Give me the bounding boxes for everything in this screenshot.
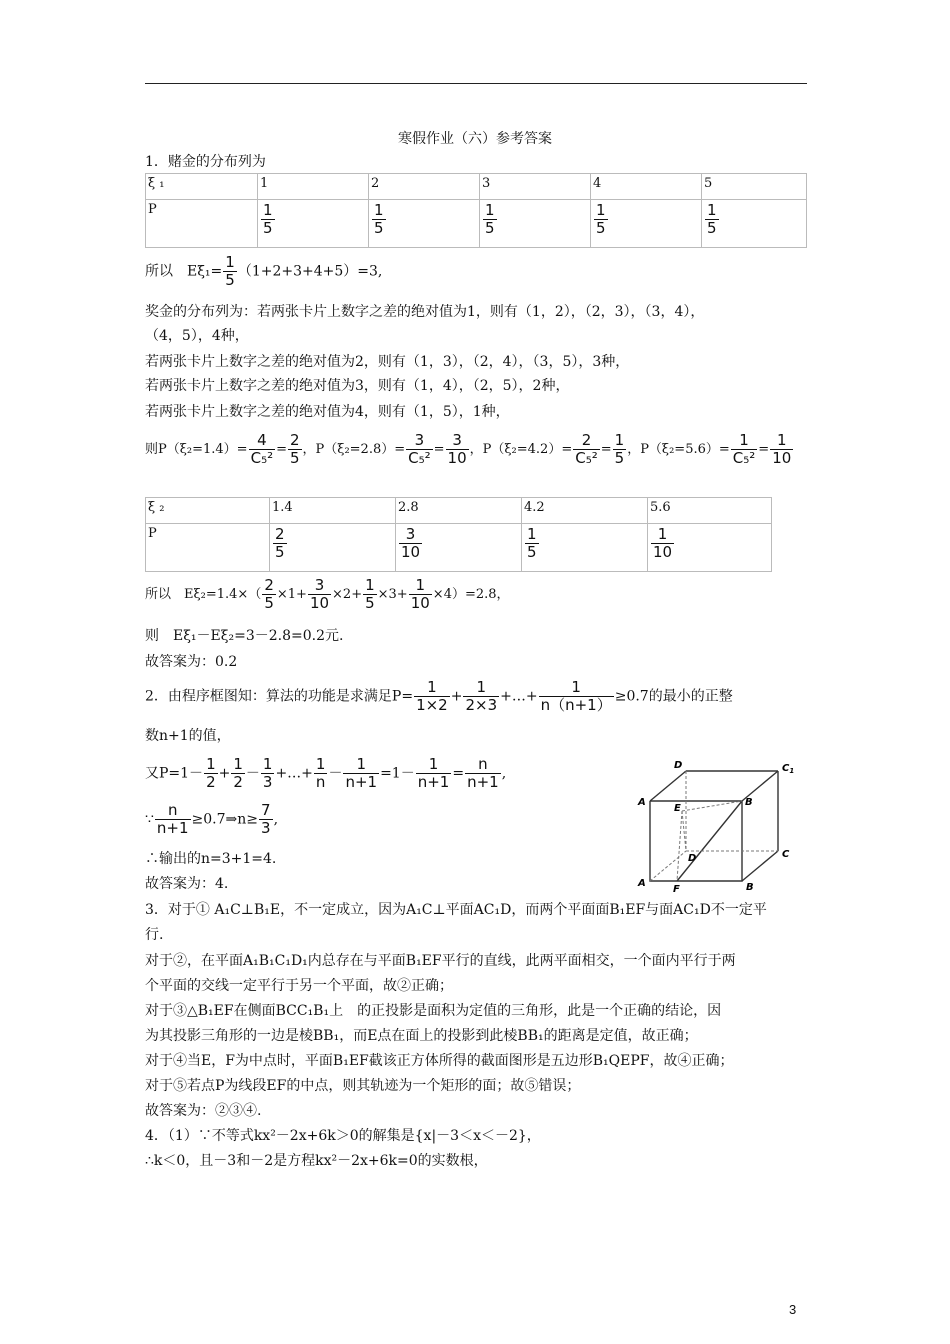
label-A1: A bbox=[638, 797, 646, 808]
q3-line-5: 对于③△B₁EF在侧面BCC₁B₁上 的正投影是面积为定值的三角形，此是一个正确的结论，因 bbox=[145, 1003, 722, 1019]
q1-text-5: 若两张卡片上数字之差的绝对值为4，则有（1，5），1种， bbox=[145, 404, 510, 420]
table1-prob-2: $\frac{1}{5}$ bbox=[374, 201, 384, 237]
q2-line-3: 又P=1－ $\frac{1}{2}$ + $\frac{1}{2}$ － $\frac{1}{3}$ +…+ $\frac{1}{n}$ － $\frac{1}{n+1}$ =1－ $\frac{1}{n+1}$ = $\frac{n}{n+1}$ , bbox=[145, 755, 507, 791]
table2-header-3: 4.2 bbox=[522, 498, 648, 524]
label-D: D bbox=[688, 853, 697, 864]
cube-figure bbox=[632, 755, 802, 895]
q1-expectation-1: 所以 Eξ₁= $\frac{1}{5}$ （1+2+3+4+5）=3, bbox=[145, 253, 383, 289]
q3-line-8: 对于⑤若点P为线段EF的中点，则其轨迹为一个矩形的面；故⑤错误； bbox=[145, 1078, 581, 1094]
distribution-table-1 bbox=[145, 173, 807, 248]
q3-line-6: 为其投影三角形的一边是棱BB₁，而E点在面上的投影到此棱BB₁的距离是定值，故正确； bbox=[145, 1028, 698, 1044]
table2-p-label: P bbox=[146, 524, 270, 572]
table2-prob-2: $\frac{3}{10}$ bbox=[401, 525, 421, 561]
label-D1: D bbox=[674, 760, 683, 771]
table1-header-4: 4 bbox=[591, 174, 702, 200]
table1-prob-4: $\frac{1}{5}$ bbox=[596, 201, 606, 237]
q2-line-6: 故答案为：4. bbox=[145, 876, 229, 892]
label-B: B bbox=[746, 882, 754, 893]
label-B1: B bbox=[745, 797, 753, 808]
table1-prob-5: $\frac{1}{5}$ bbox=[707, 201, 717, 237]
q2-line-4: ∵ $\frac{n}{n+1}$ ≥0.7⇒n≥ $\frac{7}{3}$ , bbox=[145, 801, 279, 837]
table2-prob-1: $\frac{2}{5}$ bbox=[275, 525, 285, 561]
distribution-table-2 bbox=[145, 497, 772, 572]
q1-expectation-2: 所以 Eξ₂=1.4×（ $\frac{2}{5}$ ×1+ $\frac{3}{10}$ ×2+ $\frac{1}{5}$ ×3+ $\frac{1}{10}$ ×4）=2.8， bbox=[145, 576, 510, 612]
label-A: A bbox=[638, 878, 646, 889]
q2-line-5: ∴输出的n=3+1=4. bbox=[145, 851, 277, 867]
label-C: C bbox=[782, 849, 790, 860]
q1-text-4: 若两张卡片上数字之差的绝对值为3，则有（1，4），（2，5），2种， bbox=[145, 378, 570, 394]
table1-header-1: 1 bbox=[258, 174, 369, 200]
table1-header-2: 2 bbox=[369, 174, 480, 200]
q1-answer: 故答案为：0.2 bbox=[145, 654, 238, 670]
q1-diff: 则 Eξ₁－Eξ₂=3－2.8=0.2元. bbox=[145, 628, 344, 644]
q2-line-2: 数n+1的值， bbox=[145, 728, 231, 744]
table1-header-5: 5 bbox=[702, 174, 807, 200]
page-number: 3 bbox=[789, 1302, 797, 1317]
table1-header-3: 3 bbox=[480, 174, 591, 200]
header-rule bbox=[145, 83, 807, 84]
q3-line-3: 对于②，在平面A₁B₁C₁D₁内总存在与平面B₁EF平行的直线，此两平面相交，一个面内平行于两 bbox=[145, 953, 736, 969]
table1-p-label: P bbox=[146, 200, 258, 248]
q4-line-1: 4．（1）∵不等式kx²－2x+6k＞0的解集是{x|－3＜x＜－2}， bbox=[145, 1128, 541, 1144]
q2-line-1: 2．由程序框图知：算法的功能是求满足P= $\frac{1}{1\times 2}$ + $\frac{1}{2\times 3}$ +…+ $\frac{1}{n(n+1)}$ ≥0.7的最小的正整 bbox=[145, 678, 733, 714]
q1-text-2: （4，5），4种， bbox=[145, 328, 249, 344]
table2-prob-4: $\frac{1}{10}$ bbox=[653, 525, 673, 561]
table2-header-1: 1.4 bbox=[270, 498, 396, 524]
table2-header-2: 2.8 bbox=[396, 498, 522, 524]
label-F: F bbox=[673, 884, 680, 895]
q1-text-3: 若两张卡片上数字之差的绝对值为2，则有（1，3），（2，4），（3，5），3种， bbox=[145, 354, 630, 370]
table2-prob-3: $\frac{1}{5}$ bbox=[527, 525, 537, 561]
q4-line-2: ∴k＜0，且－3和－2是方程kx²－2x+6k=0的实数根， bbox=[145, 1153, 488, 1169]
q3-line-1: 3．对于① A₁C⊥B₁E，不一定成立，因为A₁C⊥平面AC₁D，而两个平面面B₁EF与面AC₁D不一定平 bbox=[145, 902, 767, 918]
q3-line-9: 故答案为：②③④. bbox=[145, 1103, 262, 1119]
table1-header-0: ξ ₁ bbox=[146, 174, 258, 200]
q3-line-7: 对于④当E，F为中点时，平面B₁EF截该正方体所得的截面图形是五边形B₁QEPF，故④正确； bbox=[145, 1053, 734, 1069]
q1-text-1: 奖金的分布列为：若两张卡片上数字之差的绝对值为1，则有（1，2），（2，3），（3，4）， bbox=[145, 304, 705, 320]
table2-header-0: ξ ₂ bbox=[146, 498, 270, 524]
page-title: 寒假作业（六）参考答案 bbox=[398, 131, 552, 147]
label-E: E bbox=[674, 803, 681, 814]
q3-line-4: 个平面的交线一定平行于另一个平面，故②正确； bbox=[145, 978, 453, 994]
label-C1: $C_1$ bbox=[782, 763, 795, 775]
table1-prob-1: $\frac{1}{5}$ bbox=[263, 201, 273, 237]
table2-header-4: 5.6 bbox=[648, 498, 772, 524]
q3-line-2: 行. bbox=[145, 927, 164, 943]
table1-prob-3: $\frac{1}{5}$ bbox=[485, 201, 495, 237]
q1-prob-line: 则P（ξ₂=1.4）= $\frac{4}{\text{C₅²}}$ = $\frac{2}{5}$ ，P（ξ₂=2.8）= $\frac{3}{\text{C₅²}}$ = $\frac{3}{10}$ ，P（ξ₂=4.2）= $\frac{2}{\text{C₅²}}$ = $\frac{1}{5}$ ，P（ξ₂=5.6）= $\frac{1}{\text{C₅²}}$ = $\frac{1}{10}$ bbox=[145, 431, 792, 467]
q1-heading: 1．赌金的分布列为 bbox=[145, 154, 266, 170]
